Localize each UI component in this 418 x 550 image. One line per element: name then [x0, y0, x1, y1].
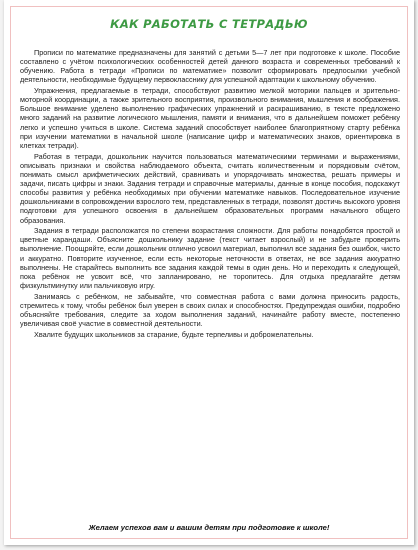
- closing-wish: Желаем успехов вам и вашим детям при подготовке к школе!: [88, 523, 330, 532]
- paragraph-skills: Работая в тетради, дошкольник научится пользоваться математическими терминами и выражениями, описывать признаки и свойства наблюдаемого объекта, считать количественным и порядковым счётом, понимать смысл арифметических действий, сравнивать и упорядочивать множества, решать примеры и задачи, писать цифры и знаки. Задания тетради и справочные материалы, данные в конце пособия, подскажут способы развития у ребёнка необходимых при обучении математике навыков. Последовательное изучение дошкольниками в сопровождении взрослого тем, представленных в тетради, позволят достичь высокого уровня подготовки для успешного освоения в дальнейшем образовательных программ начального общего образования.: [20, 151, 400, 225]
- paragraph-tasks: Задания в тетради расположатся по степени возрастания сложности. Для работы понадобятся простой и цветные карандаши. Объясните дошкольнику задание (текст читает взрослый) и не забудьте проверить выполнение. Поощряйте, если дошкольник отлично усвоил материал, выполнил все задания без ошибок, чисто и аккуратно. Повторите изученное, если есть некоторые неточности в ответах, не все задания аккуратно выполнены. Не старайтесь выполнить все задания каждой темы в один день. Но и переходить к следующей, пока ребёнок не усвоит всё, что запланировано, не торопитесь. Для отдыха предлагайте детям физкультминутку или пальчиковую игру.: [20, 226, 400, 291]
- paragraph-cooperation: Занимаясь с ребёнком, не забывайте, что совместная работа с вами должна приносить радость, стремитесь к тому, чтобы ребёнок был уверен в своих силах и способностях. Предупреждая ошибки, подробно объясняйте требования, следите за ходом выполнения заданий, начинайте работу вместе, постепенно увеличивая своё участие в совместной деятельности.: [20, 291, 400, 329]
- document-page: [4, 0, 414, 545]
- page-title: КАК РАБОТАТЬ С ТЕТРАДЬЮ: [110, 17, 308, 31]
- paragraph-exercises: Упражнения, предлагаемые в тетради, способствуют развитию мелкой моторики пальцев и зрительно-моторной координации, а также зрительного восприятия, произвольного внимания, мышления и воображения. Большое внимание уделено выполнению графических упражнений и раскрашиванию, в тексте предложено много заданий на развитие логического мышления, памяти и внимания, что в дальнейшем поможет ребёнку легко и успешно учиться в школе. Система заданий способствует наиболее благоприятному старту ребёнка при изучении математики в начальной школе (написание цифр и математических знаков, ориентировка в клетках тетради).: [20, 86, 400, 150]
- body-text: [20, 48, 400, 340]
- paragraph-intro: Прописи по математике предназначены для занятий с детьми 5—7 лет при подготовке к школе. Пособие составлено с учётом психологических особенностей детей данного возраста и современных требований к обучению. Работа в тетради «Прописи по математике» позволит сформировать предпосылки учебной деятельности, необходимые будущему первокласснику для успешной адаптации к школьному обучению.: [20, 48, 400, 85]
- paragraph-praise: Хвалите будущих школьников за старание, будьте терпеливы и доброжелательны.: [34, 329, 314, 339]
